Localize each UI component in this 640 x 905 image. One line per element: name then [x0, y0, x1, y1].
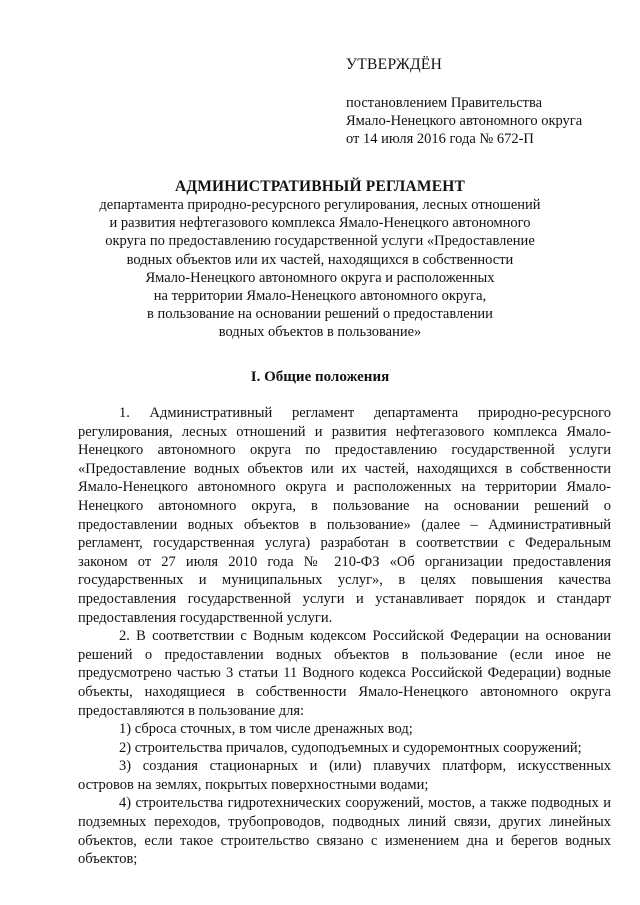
section-heading: I. Общие положения	[250, 369, 390, 385]
paragraph: 2. В соответствии с Водным кодексом Российской Федерации на основании решений о предоставлении водных объектов в пользование (если иное не предусмотрено частью 3 статьи 11 Водного кодекса Российской Федерации) водные объекты, находящиеся в собственности Ямало-Ненецкого автономного округа предоставляются в пользование для:	[78, 628, 611, 719]
subtitle-line: в пользование на основании решений о предоставлении	[147, 306, 493, 323]
list-item: 3) создания стационарных и (или) плавучих платформ, искусственных островов на землях, покрытых поверхностными водами;	[78, 758, 611, 793]
subtitle-line: департамента природно-ресурсного регулирования, лесных отношений	[99, 197, 541, 213]
subtitle-line: и развития нефтегазового комплекса Ямало-Ненецкого автономного	[109, 215, 531, 232]
subtitle-line: водных объектов в пользование»	[218, 324, 422, 341]
paragraph: 1. Административный регламент департамента природно-ресурсного регулирования, лесных отношений и развития нефтегазового комплекса Ямало-Ненецкого автономного округа по предоставлению государственной услуги «Предоставление водных объектов или их частей, находящихся в собственности Ямало-Ненецкого автономного округа и расположенных на территории Ямало-Ненецкого автономного округа, в пользование на основании решений о предоставлении водных объектов в пользование» (далее – Административный регламент, государственная услуга) разработан в соответствии с Федеральным законом от 27 июля 2010 года № 210-ФЗ «Об организации предоставления государственных и муниципальных услуг», в целях повышения качества предоставления государственной услуги и устанавливает порядок и стандарт предоставления государственной услуги.	[78, 405, 611, 626]
approval-stamp: УТВЕРЖДЁН	[346, 56, 443, 73]
subtitle-line: округа по предоставлению государственной услуги «Предоставление	[105, 233, 535, 250]
approval-line: Ямало-Ненецкого автономного округа	[346, 113, 583, 129]
section-body	[78, 404, 611, 869]
list-item: 2) строительства причалов, судоподъемных и судоремонтных сооружений;	[119, 739, 582, 756]
list-item: 4) строительства гидротехнических сооружений, мостов, а также подводных и подземных переходов, трубопроводов, подводных линий связи, других линейных объектов, если такое строительство связано с изменением дна и берегов водных объектов;	[78, 795, 611, 868]
approval-line: от 14 июля 2016 года № 672-П	[346, 131, 534, 147]
subtitle-line: на территории Ямало-Ненецкого автономного округа,	[153, 288, 487, 305]
subtitle-line: Ямало-Ненецкого автономного округа и расположенных	[145, 269, 495, 286]
list-item: 1) сброса сточных, в том числе дренажных вод;	[119, 721, 413, 738]
subtitle-line: водных объектов или их частей, находящихся в собственности	[126, 251, 514, 268]
approval-line: постановлением Правительства	[346, 95, 543, 111]
title-block	[90, 177, 550, 342]
document-title: АДМИНИСТРАТИВНЫЙ РЕГЛАМЕНТ	[174, 178, 466, 195]
approval-block	[346, 56, 616, 148]
